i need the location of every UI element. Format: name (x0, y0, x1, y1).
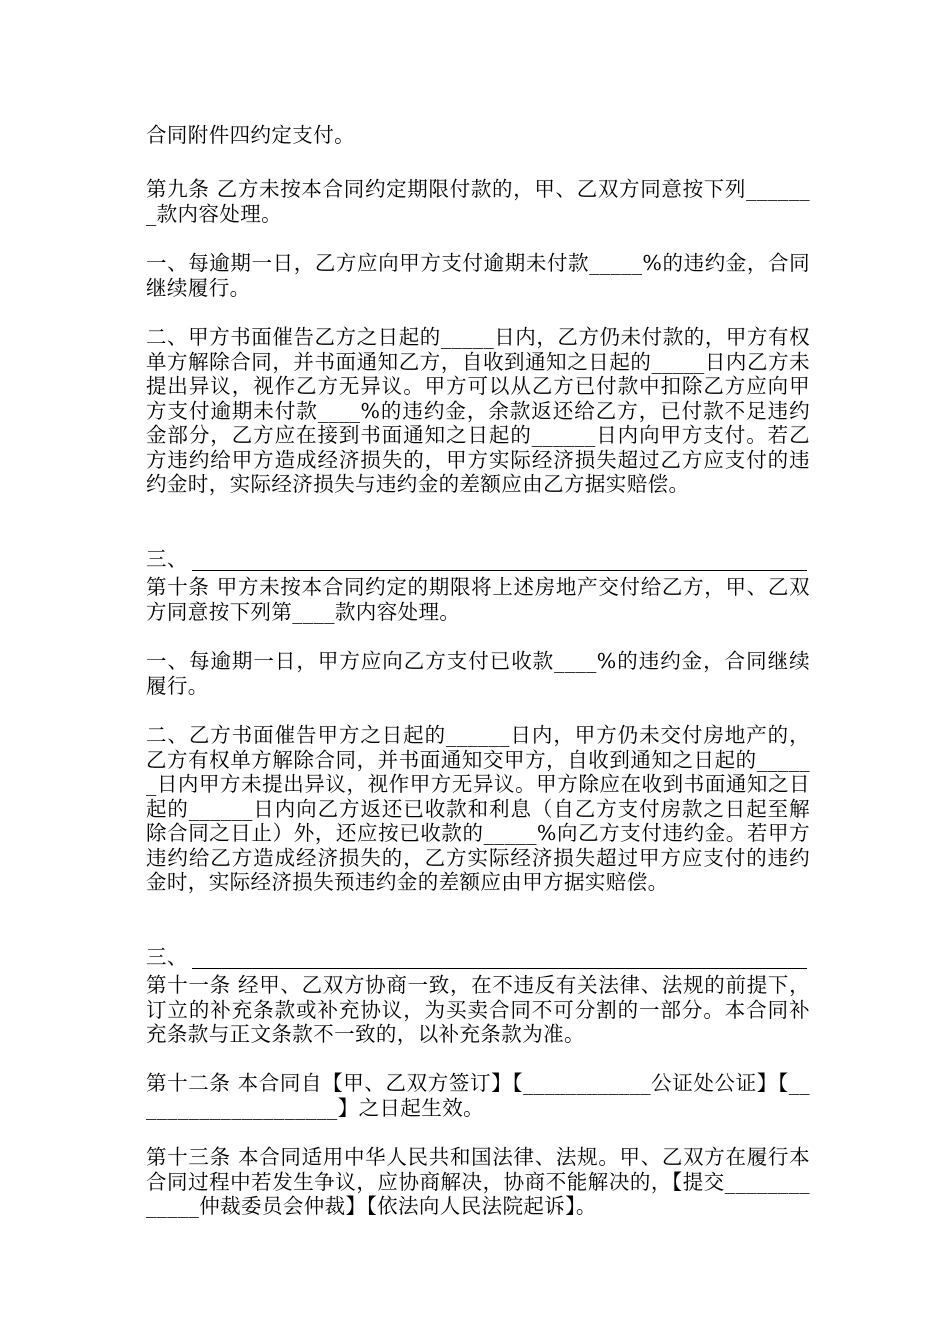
paragraph-article-11: 第十一条 经甲、乙双方协商一致，在不违反有关法律、法规的前提下，订立的补充条款或补充协议，为买卖合同不可分割的一部分。本合同补充条款与正文条款不一致的，以补充条款为准。 (146, 973, 810, 1046)
paragraph-article-9-item-3: 三、 (146, 547, 188, 571)
blank-line-article-10-item-3 (192, 968, 807, 969)
paragraph-article-10-item-1: 一、每逾期一日，甲方应向乙方支付已收款____%的违约金，合同继续履行。 (146, 649, 810, 698)
paragraph-article-10-item-3: 三、 (146, 945, 188, 969)
blank-line-article-9-item-3 (192, 570, 807, 571)
paragraph-article-10-item-2: 二、乙方书面催告甲方之日起的______日内，甲方仍未交付房地产的，乙方有权单方解除合同，并书面通知交甲方，自收到通知之日起的______日内甲方未提出异议，视作甲方无异议。甲方除应在收到书面通知之日起的______日内向乙方返还已收款和利息（自乙方支付房款之日起至解除合同之日止）外，还应按已收款的_____%向乙方支付违约金。若甲方违约给乙方造成经济损失的，乙方实际经济损失超过甲方应支付的违约金时，实际经济损失预违约金的差额应由甲方据实赔偿。 (146, 723, 810, 894)
paragraph-attachment-payment: 合同附件四约定支付。 (146, 123, 355, 147)
paragraph-article-12: 第十二条 本合同自【甲、乙双方签订】【____________公证处公证】【____________________】之日起生效。 (146, 1071, 810, 1120)
paragraph-article-10: 第十条 甲方未按本合同约定的期限将上述房地产交付给乙方，甲、乙双方同意按下列第____款内容处理。 (146, 575, 810, 624)
paragraph-article-9-item-1: 一、每逾期一日，乙方应向甲方支付逾期未付款_____%的违约金，合同继续履行。 (146, 251, 810, 300)
paragraph-article-13: 第十三条 本合同适用中华人民共和国法律、法规。甲、乙双方在履行本合同过程中若发生争议，应协商解决，协商不能解决的，【提交_____________仲裁委员会仲裁】【依法向人民法院起诉】。 (146, 1145, 810, 1218)
paragraph-article-9-item-2: 二、甲方书面催告乙方之日起的_____日内，乙方仍未付款的，甲方有权单方解除合同，并书面通知乙方，自收到通知之日起的_____日内乙方未提出异议，视作乙方无异议。甲方可以从乙方已付款中扣除乙方应向甲方支付逾期未付款____%的违约金，余款返还给乙方，已付款不足违约金部分，乙方应在接到书面通知之日起的______日内向甲方支付。若乙方违约给甲方造成经济损失的，甲方实际经济损失超过乙方应支付的违约金时，实际经济损失与违约金的差额应由乙方据实赔偿。 (146, 325, 810, 496)
paragraph-article-9: 第九条 乙方未按本合同约定期限付款的，甲、乙双方同意按下列_______款内容处理。 (146, 177, 810, 226)
